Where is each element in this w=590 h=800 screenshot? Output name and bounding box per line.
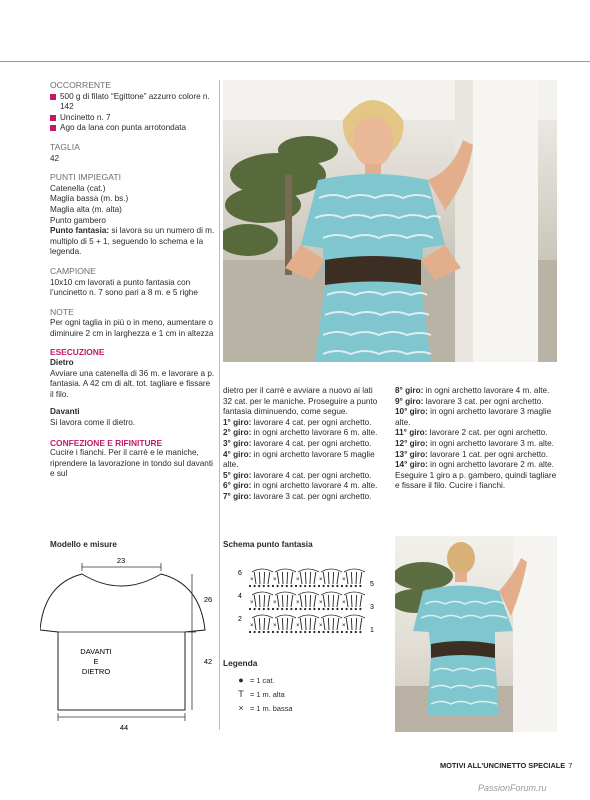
esecuzione-section xyxy=(50,347,215,480)
single-crochet-mark: × xyxy=(250,600,254,606)
dietro-heading: Dietro xyxy=(50,358,74,368)
body-label: E xyxy=(93,657,99,666)
double-crochet-stroke xyxy=(287,595,288,607)
double-crochet-stroke xyxy=(282,572,283,584)
chain-dot xyxy=(300,608,302,610)
note-text: Per ogni taglia in più o in meno, aumentare o diminuire 2 cm in larghezza e 1 cm in altezza xyxy=(50,318,214,338)
chain-dot xyxy=(323,608,325,610)
right-column xyxy=(395,386,560,492)
chain-dot xyxy=(263,608,265,610)
occorrente-item: Ago da lana con punta arrotondata xyxy=(50,123,215,134)
punti-line: Catenella (cat.) xyxy=(50,183,106,193)
campione-text: 10x10 cm lavorati a punto fantasia con l’uncinetto n. 7 sono pari a 8 m. e 5 righe xyxy=(50,277,198,298)
double-crochet-stroke xyxy=(351,572,352,584)
chain-dot xyxy=(327,585,329,587)
modello-title: Modello e misure xyxy=(50,540,117,549)
body-label: DAVANTI xyxy=(80,647,112,656)
double-crochet-stroke xyxy=(282,618,283,630)
chain-dot xyxy=(267,585,269,587)
chain-arc xyxy=(298,569,319,572)
giro-row: 11° giro: lavorare 2 cat. per ogni archetto. xyxy=(395,428,548,438)
double-crochet-stroke xyxy=(254,618,256,630)
chain-dot xyxy=(313,631,315,633)
punti-line: Punto gambero xyxy=(50,215,106,225)
chain-arc xyxy=(344,569,365,572)
campione-heading: CAMPIONE xyxy=(50,265,96,276)
davanti-heading: Davanti xyxy=(50,407,80,417)
chain-arc xyxy=(344,592,365,595)
legend-item-double: T = 1 m. alta xyxy=(232,689,285,699)
row-number: 2 xyxy=(238,616,242,623)
closing-text: Eseguire 1 giro a p. gambero, quindi tagliare e fissare il filo. Cucire i fianchi. xyxy=(395,470,557,491)
double-crochet-stroke xyxy=(277,572,279,584)
single-crochet-mark: × xyxy=(296,600,300,606)
chain-dot xyxy=(341,585,343,587)
double-crochet-stroke xyxy=(337,618,339,630)
double-crochet-stroke xyxy=(277,595,279,607)
giro-row: 8° giro: in ogni archetto lavorare 4 m. alte. xyxy=(395,386,550,395)
double-crochet-stroke xyxy=(360,595,362,607)
chain-dot xyxy=(295,608,297,610)
chain-dot xyxy=(254,608,256,610)
chain-dot xyxy=(323,631,325,633)
chain-dot xyxy=(254,631,256,633)
bullet-square-icon xyxy=(50,115,56,121)
double-crochet-stroke xyxy=(264,618,265,630)
occorrente-heading: OCCORRENTE xyxy=(50,80,112,90)
chain-dot xyxy=(272,585,274,587)
chain-dot xyxy=(295,585,297,587)
double-crochet-stroke xyxy=(300,618,302,630)
garment-schematic xyxy=(40,552,220,737)
double-crochet-stroke xyxy=(356,618,357,630)
giro-row: 13° giro: lavorare 1 cat. per ogni archetto. xyxy=(395,449,549,459)
chain-arc xyxy=(321,592,342,595)
double-crochet-stroke xyxy=(328,572,329,584)
double-crochet-stroke xyxy=(351,595,352,607)
chain-dot xyxy=(249,631,251,633)
chain-arc xyxy=(298,592,319,595)
double-crochet-stroke xyxy=(282,595,283,607)
row-number: 1 xyxy=(370,627,374,634)
chain-dot xyxy=(258,608,260,610)
legend-item-single: × = 1 m. bassa xyxy=(232,703,293,713)
taglia-value: 42 xyxy=(50,153,60,163)
chain-dot xyxy=(355,585,357,587)
giro-row: 12° giro: in ogni archetto lavorare 3 m. alte. xyxy=(395,438,554,448)
chain-dot xyxy=(290,585,292,587)
double-crochet-icon: T xyxy=(238,689,244,699)
row-number: 3 xyxy=(370,604,374,611)
watermark: PassionForum.ru xyxy=(478,783,547,793)
page-number: 7 xyxy=(568,761,573,770)
double-crochet-stroke xyxy=(346,572,348,584)
chain-dot xyxy=(309,608,311,610)
chain-dot xyxy=(300,585,302,587)
double-crochet-stroke xyxy=(264,595,265,607)
chain-dot xyxy=(318,631,320,633)
double-crochet-stroke xyxy=(291,595,293,607)
width-top-label: 23 xyxy=(116,556,126,565)
chain-arc xyxy=(275,569,296,572)
double-crochet-stroke xyxy=(264,572,265,584)
punti-section xyxy=(50,172,215,258)
single-crochet-mark: × xyxy=(273,623,277,629)
double-crochet-stroke xyxy=(314,595,316,607)
chain-dot xyxy=(290,608,292,610)
occorrente-item: 500 g di filato “Egittone” azzurro colore n. 142 xyxy=(50,92,215,113)
confezione-text: Cucire i fianchi. Per il carrè e le maniche, riprendere la lavorazione in tondo sul davanti e sul xyxy=(50,448,213,479)
chain-dot xyxy=(332,585,334,587)
height-upper-label: 26 xyxy=(203,595,213,604)
chain-arc xyxy=(252,569,273,572)
punto-fantasia: Punto fantasia: si lavora su un numero di m. multiplo di 5 + 1, seguendo lo schema e la legenda. xyxy=(50,226,215,257)
chain-dot xyxy=(263,631,265,633)
punti-line: Maglia alta (m. alta) xyxy=(50,204,122,214)
confezione-heading: CONFEZIONE E RIFINITURE xyxy=(50,437,163,448)
double-crochet-stroke xyxy=(268,595,270,607)
double-crochet-stroke xyxy=(259,618,260,630)
chain-dot xyxy=(277,631,279,633)
chain-arc xyxy=(321,615,342,618)
double-crochet-stroke xyxy=(277,618,279,630)
chain-dot xyxy=(313,585,315,587)
giro-row: 5° giro: lavorare 4 cat. per ogni archetto. xyxy=(223,470,372,480)
chain-dot xyxy=(332,631,334,633)
single-crochet-mark: × xyxy=(250,623,254,629)
double-crochet-stroke xyxy=(333,595,334,607)
width-bottom-label: 44 xyxy=(119,723,129,732)
schema-title: Schema punto fantasia xyxy=(223,540,313,549)
chain-stitch-icon: ● xyxy=(238,675,244,685)
chain-dot xyxy=(359,585,361,587)
chain-dot xyxy=(318,608,320,610)
double-crochet-stroke xyxy=(351,618,352,630)
double-crochet-stroke xyxy=(360,572,362,584)
chain-dot xyxy=(359,608,361,610)
single-crochet-mark: × xyxy=(342,577,346,583)
taglia-section xyxy=(50,142,215,164)
chain-arc xyxy=(275,592,296,595)
left-column xyxy=(50,80,215,480)
double-crochet-stroke xyxy=(323,572,325,584)
giro-row: 3° giro: lavorare 4 cat. per ogni archetto. xyxy=(223,438,372,448)
double-crochet-stroke xyxy=(305,595,306,607)
chain-arc xyxy=(321,569,342,572)
giro-row: 1° giro: lavorare 4 cat. per ogni archetto. xyxy=(223,417,372,427)
chain-dot xyxy=(336,631,338,633)
chain-dot xyxy=(281,585,283,587)
double-crochet-stroke xyxy=(314,618,316,630)
chain-dot xyxy=(309,585,311,587)
double-crochet-stroke xyxy=(305,572,306,584)
single-crochet-mark: × xyxy=(319,600,323,606)
chain-dot xyxy=(341,608,343,610)
taglia-heading: TAGLIA xyxy=(50,141,80,152)
double-crochet-stroke xyxy=(300,572,302,584)
bullet-square-icon xyxy=(50,125,56,131)
double-crochet-stroke xyxy=(268,572,270,584)
double-crochet-stroke xyxy=(356,595,357,607)
double-crochet-stroke xyxy=(356,572,357,584)
chain-dot xyxy=(277,585,279,587)
row-number: 5 xyxy=(370,581,374,588)
esecuzione-heading: ESECUZIONE xyxy=(50,347,105,358)
chain-dot xyxy=(249,585,251,587)
double-crochet-stroke xyxy=(333,618,334,630)
chain-dot xyxy=(267,608,269,610)
carre-intro: dietro per il carrè e avviare a nuovo ai lati 32 cat. per le maniche. Proseguire a punto fantasia diminuendo, come segue. xyxy=(223,386,378,417)
chain-arc xyxy=(344,615,365,618)
giro-row: 4° giro: in ogni archetto lavorare 5 maglie alte. xyxy=(223,449,375,470)
punti-heading: PUNTI IMPIEGATI xyxy=(50,172,121,183)
double-crochet-stroke xyxy=(328,595,329,607)
magazine-title: MOTIVI ALL’UNCINETTO SPECIALE xyxy=(440,761,566,770)
chain-dot xyxy=(272,608,274,610)
chain-dot xyxy=(254,585,256,587)
chain-dot xyxy=(350,608,352,610)
giro-row: 10° giro: in ogni archetto lavorare 3 maglie alte. xyxy=(395,407,552,427)
campione-section xyxy=(50,266,215,299)
chain-dot xyxy=(258,585,260,587)
chain-dot xyxy=(277,608,279,610)
single-crochet-mark: × xyxy=(250,577,254,583)
double-crochet-stroke xyxy=(346,618,348,630)
note-section xyxy=(50,307,215,340)
chain-dot xyxy=(258,631,260,633)
chain-dot xyxy=(286,631,288,633)
giro-row: 14° giro: in ogni archetto lavorare 2 m. alte. xyxy=(395,460,554,470)
stitch-chart xyxy=(232,558,382,638)
double-crochet-stroke xyxy=(314,572,316,584)
double-crochet-stroke xyxy=(337,572,339,584)
height-lower-label: 42 xyxy=(203,657,213,666)
single-crochet-icon: × xyxy=(238,703,244,713)
chain-dot xyxy=(341,631,343,633)
top-rule xyxy=(0,61,590,62)
chain-dot xyxy=(359,631,361,633)
occorrente-item: Uncinetto n. 7 xyxy=(50,113,215,124)
double-crochet-stroke xyxy=(323,595,325,607)
chain-dot xyxy=(355,631,357,633)
double-crochet-stroke xyxy=(310,595,311,607)
chain-dot xyxy=(286,585,288,587)
chain-arc xyxy=(252,592,273,595)
chain-dot xyxy=(355,608,357,610)
double-crochet-stroke xyxy=(360,618,362,630)
double-crochet-stroke xyxy=(346,595,348,607)
chain-dot xyxy=(281,608,283,610)
bullet-square-icon xyxy=(50,94,56,100)
chain-dot xyxy=(327,631,329,633)
chain-dot xyxy=(290,631,292,633)
double-crochet-stroke xyxy=(323,618,325,630)
chain-dot xyxy=(318,585,320,587)
double-crochet-stroke xyxy=(291,572,293,584)
double-crochet-stroke xyxy=(337,595,339,607)
giro-row: 7° giro: lavorare 3 cat. per ogni archetto. xyxy=(223,491,372,501)
dietro-text: Avviare una catenella di 36 m. e lavorare a p. fantasia. A 42 cm di alt. tot. tagliare e fissare il filo. xyxy=(50,368,215,399)
chain-dot xyxy=(327,608,329,610)
chain-arc xyxy=(298,615,319,618)
chain-dot xyxy=(281,631,283,633)
giro-row: 6° giro: in ogni archetto lavorare 4 m. alte. xyxy=(223,481,378,491)
double-crochet-stroke xyxy=(287,618,288,630)
row-number: 6 xyxy=(238,570,242,577)
double-crochet-stroke xyxy=(328,618,329,630)
single-crochet-mark: × xyxy=(273,577,277,583)
chain-dot xyxy=(295,631,297,633)
chain-dot xyxy=(323,585,325,587)
giro-row: 9° giro: lavorare 3 cat. per ogni archetto. xyxy=(395,396,544,406)
double-crochet-stroke xyxy=(310,572,311,584)
chain-dot xyxy=(263,585,265,587)
single-crochet-mark: × xyxy=(296,577,300,583)
chain-dot xyxy=(346,608,348,610)
double-crochet-stroke xyxy=(333,572,334,584)
note-heading: NOTE xyxy=(50,306,74,317)
chain-arc xyxy=(275,615,296,618)
double-crochet-stroke xyxy=(287,572,288,584)
chart-rows xyxy=(249,569,365,633)
legend-item-chain: ● = 1 cat. xyxy=(232,675,274,685)
chain-dot xyxy=(350,631,352,633)
chain-dot xyxy=(350,585,352,587)
double-crochet-stroke xyxy=(305,618,306,630)
middle-column xyxy=(223,386,383,503)
giro-row: 2° giro: in ogni archetto lavorare 6 m. alte. xyxy=(223,428,378,438)
back-view-photo xyxy=(395,536,557,732)
chain-dot xyxy=(336,585,338,587)
punti-line: Maglia bassa (m. bs.) xyxy=(50,194,129,204)
single-crochet-mark: × xyxy=(319,623,323,629)
double-crochet-stroke xyxy=(259,595,260,607)
chain-dot xyxy=(332,608,334,610)
double-crochet-stroke xyxy=(300,595,302,607)
chain-dot xyxy=(304,585,306,587)
chain-dot xyxy=(346,585,348,587)
chain-dot xyxy=(336,608,338,610)
body-label: DIETRO xyxy=(81,667,111,676)
occorrente-section xyxy=(50,80,215,134)
page-footer xyxy=(440,761,572,770)
single-crochet-mark: × xyxy=(319,577,323,583)
chain-dot xyxy=(249,608,251,610)
row-number: 4 xyxy=(238,593,242,600)
double-crochet-stroke xyxy=(291,618,293,630)
model-photo xyxy=(223,80,557,362)
chain-dot xyxy=(309,631,311,633)
double-crochet-stroke xyxy=(254,595,256,607)
davanti-text: Si lavora come il dietro. xyxy=(50,418,136,428)
chain-dot xyxy=(304,608,306,610)
single-crochet-mark: × xyxy=(296,623,300,629)
double-crochet-stroke xyxy=(254,572,256,584)
double-crochet-stroke xyxy=(259,572,260,584)
chain-dot xyxy=(272,631,274,633)
chain-arc xyxy=(252,615,273,618)
double-crochet-stroke xyxy=(310,618,311,630)
chain-dot xyxy=(313,608,315,610)
chain-dot xyxy=(304,631,306,633)
single-crochet-mark: × xyxy=(342,623,346,629)
single-crochet-mark: × xyxy=(342,600,346,606)
double-crochet-stroke xyxy=(268,618,270,630)
chain-dot xyxy=(286,608,288,610)
chain-dot xyxy=(267,631,269,633)
chain-dot xyxy=(346,631,348,633)
single-crochet-mark: × xyxy=(273,600,277,606)
legend-title: Legenda xyxy=(223,658,258,668)
chain-dot xyxy=(300,631,302,633)
